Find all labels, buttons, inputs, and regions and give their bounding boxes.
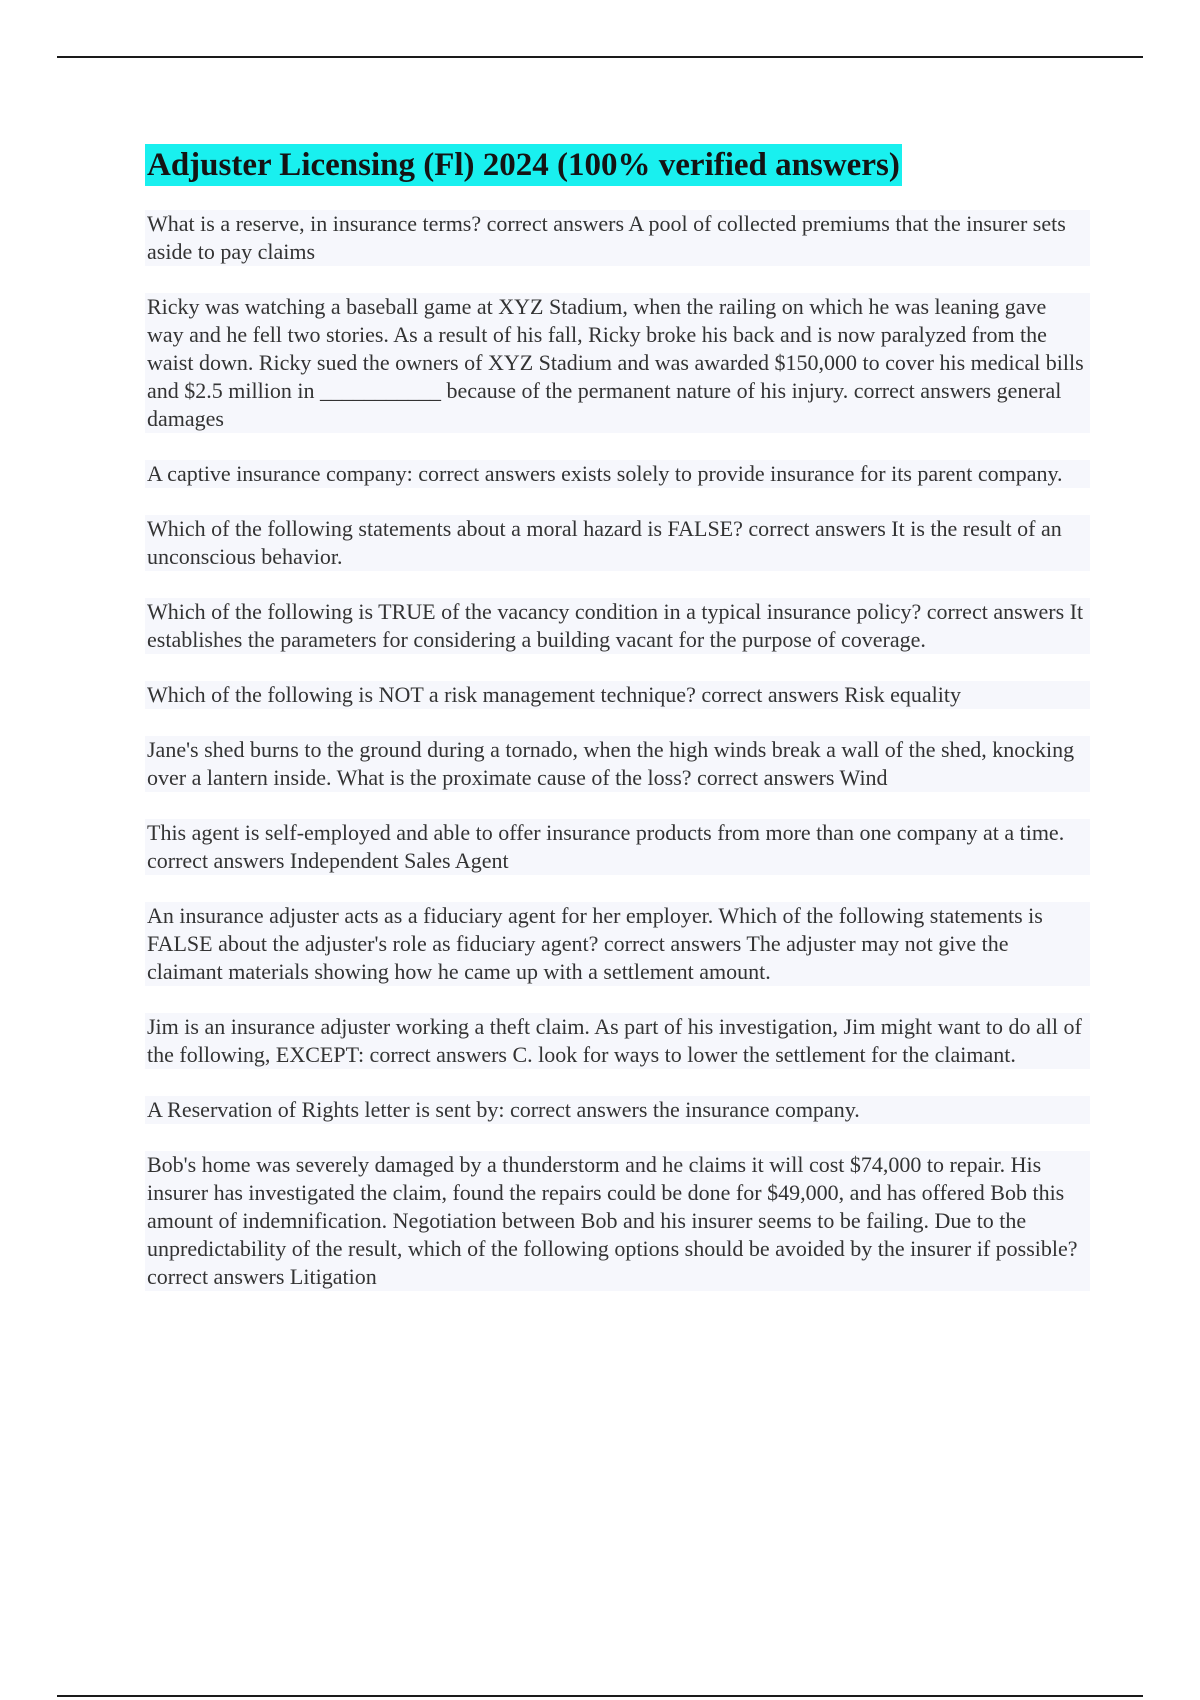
top-rule bbox=[57, 56, 1143, 58]
qa-item-2: Ricky was watching a baseball game at XYZ Stadium, when the railing on which he was leaning gave way and he fell two stories. As a result of his fall, Ricky broke his back and is now paralyzed from the waist down. Ricky sued the owners of XYZ Stadium and was awarded $150,000 to cover his medical bills and $2.5 million in ___________ because of the permanent nature of his injury. correct answers general damages bbox=[145, 293, 1090, 433]
qa-item-12: Bob's home was severely damaged by a thunderstorm and he claims it will cost $74,000 to repair. His insurer has investigated the claim, found the repairs could be done for $49,000, and has offered Bob this amount of indemnification. Negotiation between Bob and his insurer seems to be failing. Due to the unpredictability of the result, which of the following options should be avoided by the insurer if possible? correct answers Litigation bbox=[145, 1151, 1090, 1291]
qa-item-7: Jane's shed burns to the ground during a tornado, when the high winds break a wall of the shed, knocking over a lantern inside. What is the proximate cause of the loss? correct answers Wind bbox=[145, 736, 1090, 792]
qa-item-1: What is a reserve, in insurance terms? correct answers A pool of collected premiums that the insurer sets aside to pay claims bbox=[145, 210, 1090, 266]
document-body bbox=[145, 144, 1090, 1318]
document-title: Adjuster Licensing (Fl) 2024 (100% verified answers) bbox=[145, 144, 902, 186]
qa-item-10: Jim is an insurance adjuster working a theft claim. As part of his investigation, Jim might want to do all of the following, EXCEPT: correct answers C. look for ways to lower the settlement for the claimant. bbox=[145, 1013, 1090, 1069]
qa-item-9: An insurance adjuster acts as a fiduciary agent for her employer. Which of the following statements is FALSE about the adjuster's role as fiduciary agent? correct answers The adjuster may not give the claimant materials showing how he came up with a settlement amount. bbox=[145, 902, 1090, 986]
qa-item-5: Which of the following is TRUE of the vacancy condition in a typical insurance policy? correct answers It establishes the parameters for considering a building vacant for the purpose of coverage. bbox=[145, 598, 1090, 654]
bottom-rule bbox=[57, 1695, 1143, 1697]
qa-item-3: A captive insurance company: correct answers exists solely to provide insurance for its parent company. bbox=[145, 460, 1090, 488]
qa-item-8: This agent is self-employed and able to offer insurance products from more than one company at a time. correct answers Independent Sales Agent bbox=[145, 819, 1090, 875]
qa-item-6: Which of the following is NOT a risk management technique? correct answers Risk equality bbox=[145, 681, 1090, 709]
qa-item-4: Which of the following statements about a moral hazard is FALSE? correct answers It is the result of an unconscious behavior. bbox=[145, 515, 1090, 571]
qa-item-11: A Reservation of Rights letter is sent by: correct answers the insurance company. bbox=[145, 1096, 1090, 1124]
